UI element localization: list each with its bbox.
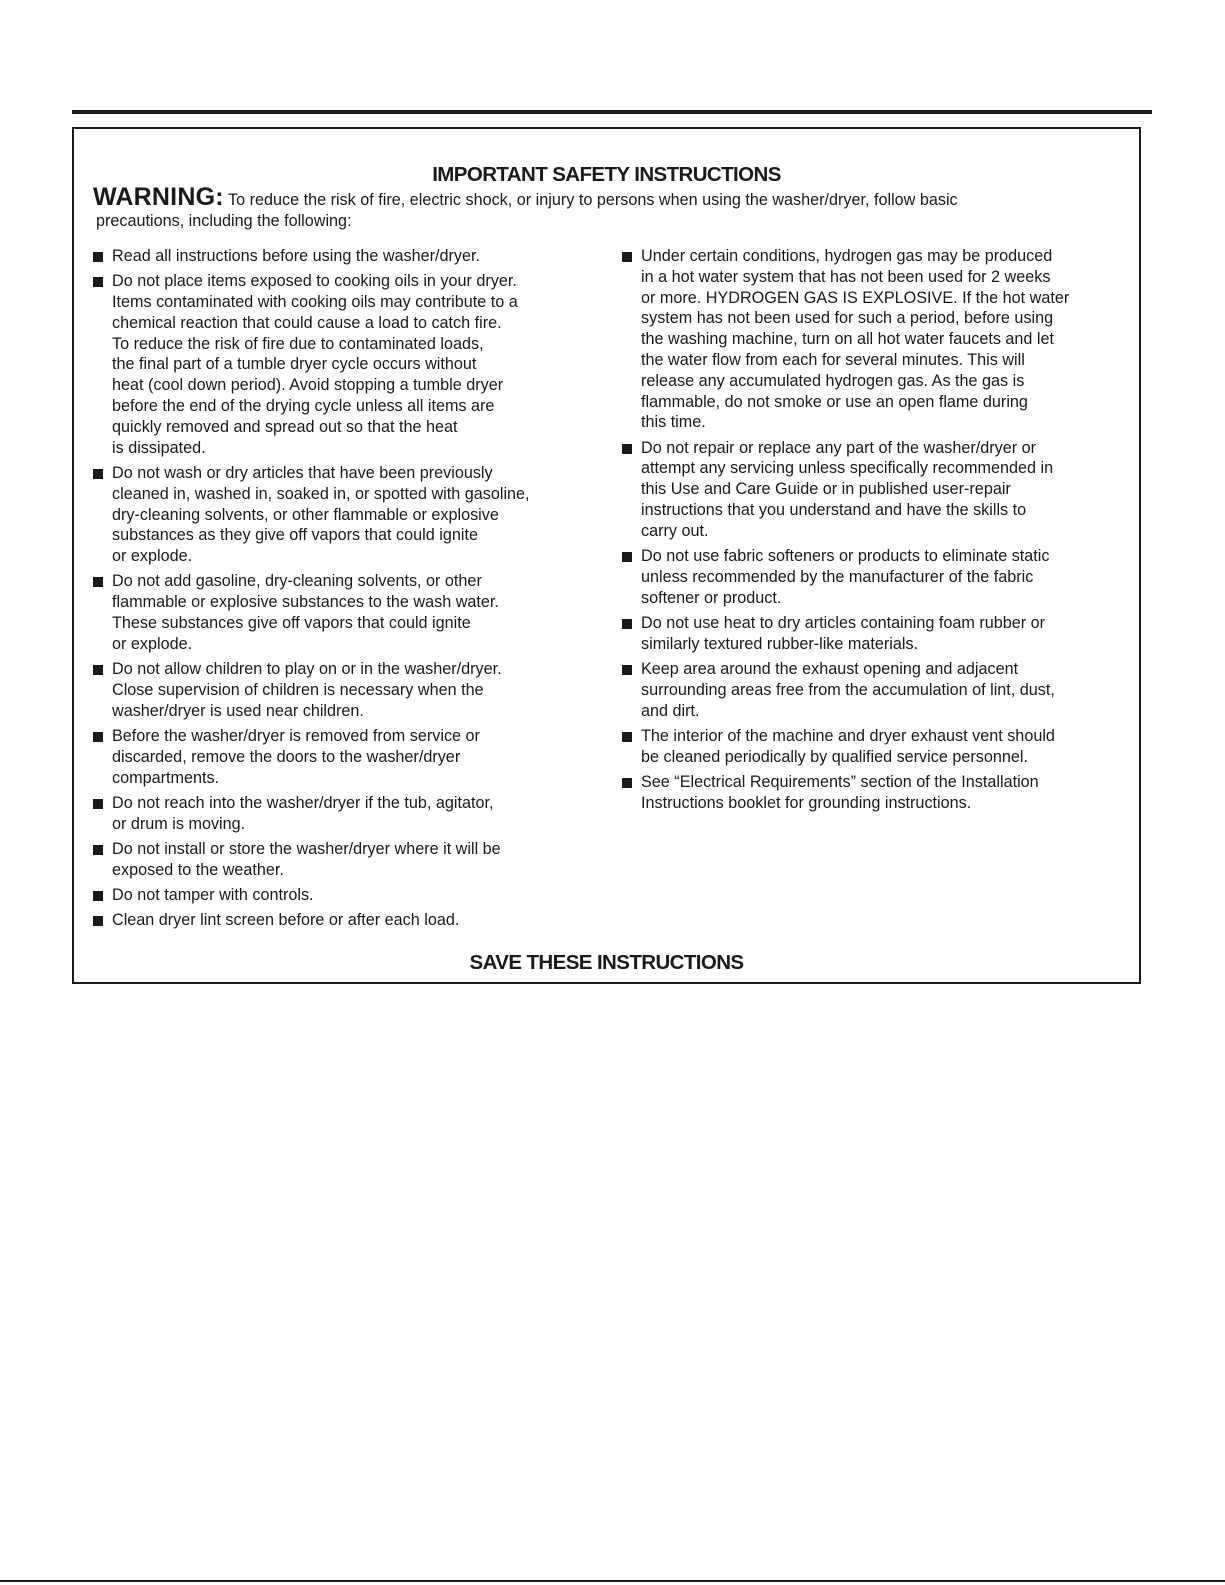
top-rule <box>72 110 1152 114</box>
square-bullet-icon <box>622 732 632 742</box>
instruction-text: Do not place items exposed to cooking oils in your dryer. Items contaminated with cooking oils may contribute to a chemical reaction that could cause a load to catch fire. To reduce the risk of fire due to contaminated loads, the final part of a tumble dryer cycle occurs without heat (cool down period). Avoid stopping a tumble dryer before the end of the drying cycle unless all items are quickly removed and spread out so that the heat is dissipated. <box>112 272 518 457</box>
instruction-item <box>93 271 593 458</box>
right-instruction-list <box>622 246 1122 818</box>
instruction-text: Read all instructions before using the washer/dryer. <box>112 247 481 265</box>
instruction-text: See “Electrical Requirements” section of the Installation Instructions booklet for grounding instructions. <box>641 773 1039 812</box>
instruction-text: Do not wash or dry articles that have been previously cleaned in, washed in, soaked in, or spotted with gasoline, dry-cleaning solvents, or other flammable or explosive substances as they give off vapors that could ignite or explode. <box>112 463 530 566</box>
save-instructions-heading: SAVE THESE INSTRUCTIONS <box>469 951 744 974</box>
warning-text-line1: To reduce the risk of fire, electric shock, or injury to persons when using the washer/dryer, follow basic <box>227 191 958 209</box>
instruction-item <box>93 463 593 567</box>
instruction-text: Do not use heat to dry articles containing foam rubber or similarly textured rubber-like materials. <box>641 614 1046 653</box>
square-bullet-icon <box>622 252 632 262</box>
instruction-text: Do not reach into the washer/dryer if the tub, agitator, or drum is moving. <box>112 793 494 833</box>
bottom-rule <box>0 1580 1225 1582</box>
instruction-text: Do not allow children to play on or in the washer/dryer. Close supervision of children is necessary when the washer/dryer is used near children. <box>112 660 502 720</box>
instruction-item <box>93 246 593 267</box>
instruction-text: Before the washer/dryer is removed from service or discarded, remove the doors to the washer/dryer compartments. <box>112 727 480 787</box>
instruction-text: The interior of the machine and dryer exhaust vent should be cleaned periodically by qualified service personnel. <box>641 727 1055 766</box>
instruction-item <box>93 910 593 931</box>
instruction-item <box>622 659 1122 721</box>
instruction-text: Do not tamper with controls. <box>112 886 314 905</box>
square-bullet-icon <box>622 552 632 562</box>
instruction-item <box>622 726 1122 768</box>
square-bullet-icon <box>622 619 632 629</box>
instruction-item <box>622 438 1122 542</box>
instruction-item <box>93 571 593 654</box>
left-instruction-list <box>93 246 593 936</box>
warning-statement <box>93 183 1099 232</box>
square-bullet-icon <box>622 778 632 788</box>
page-title: IMPORTANT SAFETY INSTRUCTIONS <box>432 163 781 186</box>
instruction-item <box>622 772 1122 814</box>
instruction-text: Keep area around the exhaust opening and adjacent surrounding areas free from the accumulation of lint, dust, and dirt. <box>641 660 1055 720</box>
instruction-text: Under certain conditions, hydrogen gas may be produced in a hot water system that has not been used for 2 weeks or more. HYDROGEN GAS IS EXPLOSIVE. If the hot water system has not been used for such a period, before using the washing machine, turn on all hot water faucets and let the water flow from each for several minutes. This will release any accumulated hydrogen gas. As the gas is flammable, do not smoke or use an open flame during this time. <box>641 247 1070 432</box>
square-bullet-icon <box>93 916 103 926</box>
instruction-item <box>622 613 1122 655</box>
instruction-item <box>622 246 1122 433</box>
instruction-text: Do not install or store the washer/dryer where it will be exposed to the weather. <box>112 840 501 879</box>
square-bullet-icon <box>93 845 103 855</box>
square-bullet-icon <box>622 665 632 675</box>
square-bullet-icon <box>93 665 103 675</box>
instruction-item <box>93 885 593 906</box>
instruction-item <box>622 546 1122 608</box>
square-bullet-icon <box>93 732 103 742</box>
instruction-text: Clean dryer lint screen before or after each load. <box>112 911 460 930</box>
square-bullet-icon <box>93 252 103 262</box>
square-bullet-icon <box>93 891 103 901</box>
instruction-item <box>93 839 593 881</box>
instruction-item <box>93 659 593 721</box>
warning-label: WARNING: <box>93 183 224 211</box>
square-bullet-icon <box>93 577 103 587</box>
square-bullet-icon <box>622 444 632 454</box>
instruction-text: Do not use fabric softeners or products to eliminate static unless recommended by the manufacturer of the fabric softener or product. <box>641 547 1050 607</box>
square-bullet-icon <box>93 277 103 287</box>
instruction-text: Do not repair or replace any part of the washer/dryer or attempt any servicing unless specifically recommended in this Use and Care Guide or in published user-repair instructions that you understand and have the skills to carry out. <box>641 438 1054 540</box>
square-bullet-icon <box>93 799 103 809</box>
square-bullet-icon <box>93 469 103 479</box>
warning-text-line2: precautions, including the following: <box>96 212 352 230</box>
instruction-text: Do not add gasoline, dry-cleaning solvents, or other flammable or explosive substances to the wash water. These substances give off vapors that could ignite or explode. <box>112 572 499 653</box>
instruction-item <box>93 726 593 788</box>
safety-instructions-box <box>72 127 1141 984</box>
instruction-item <box>93 793 593 835</box>
